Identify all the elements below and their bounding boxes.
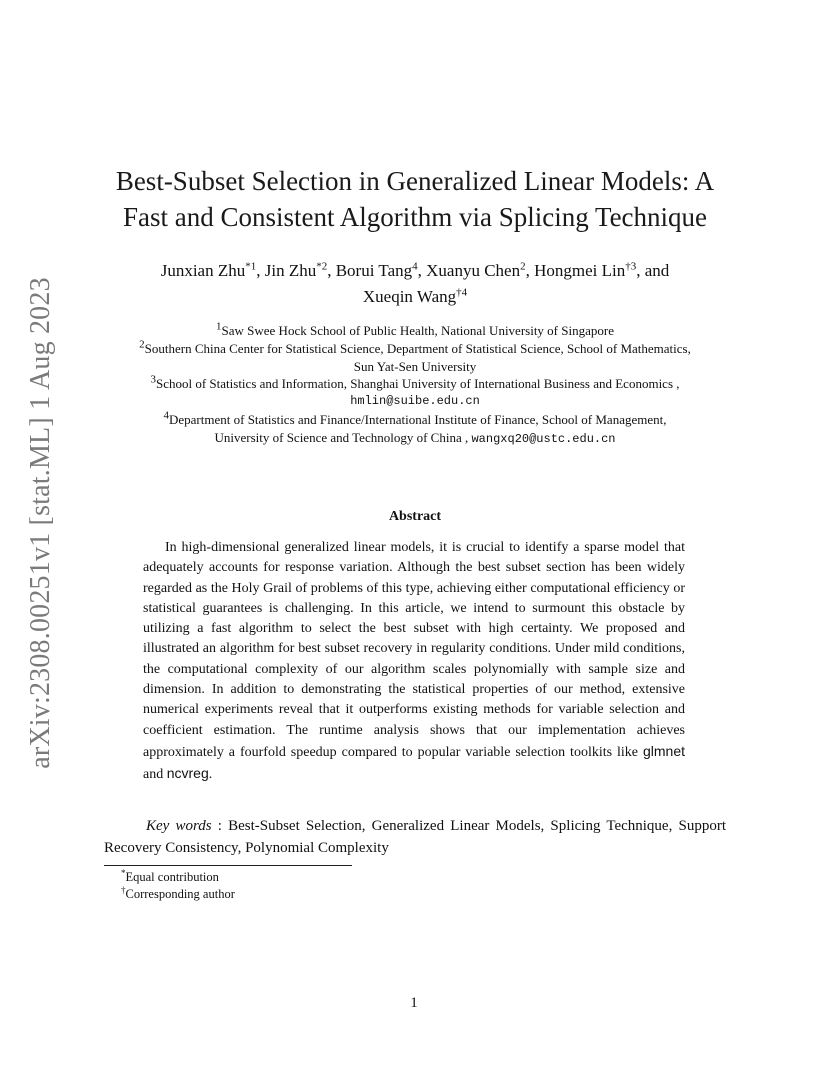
- affiliation-number: 2: [139, 338, 145, 351]
- author-separator: ,: [417, 261, 427, 280]
- author-affiliation-mark: †3: [625, 260, 637, 273]
- author-separator: ,: [256, 261, 265, 280]
- affiliation-text: School of Statistics and Information, Shanghai University of International Business and Economics ,: [155, 376, 680, 392]
- author-affiliation-mark: *1: [245, 260, 257, 273]
- arxiv-identifier-text: arXiv:2308.00251v1 [stat.ML] 1 Aug 2023: [25, 277, 57, 769]
- author-name: Borui Tang: [335, 261, 413, 280]
- author-name: Jin Zhu: [264, 261, 317, 280]
- page-number: 1: [410, 995, 418, 1011]
- footnote-corresponding-author: [121, 886, 235, 903]
- affiliation-number: 4: [163, 409, 169, 422]
- author-separator: ,: [327, 261, 336, 280]
- abstract-tool-name: ncvreg: [166, 765, 209, 782]
- author-affiliation-mark: *2: [316, 260, 328, 273]
- author-name: Xueqin Wang: [362, 287, 457, 306]
- footnote-mark: *: [121, 867, 126, 878]
- author-affiliation-mark: 4: [412, 260, 418, 273]
- footnotes: [121, 869, 235, 903]
- abstract-period: .: [208, 767, 213, 783]
- keywords-label: Key words: [146, 818, 212, 834]
- affiliation-1: [95, 322, 735, 340]
- title-line-1: Best-Subset Selection in Generalized Linear Models: A: [115, 166, 715, 196]
- affiliation-text: University of Science and Technology of China ,: [214, 429, 472, 445]
- footnote-equal-contribution: [121, 869, 235, 886]
- author-separator: ,: [525, 261, 535, 280]
- affiliation-2-continued: Sun Yat-Sen University: [353, 358, 477, 374]
- abstract-connector: and: [143, 767, 167, 783]
- keywords: [104, 816, 726, 859]
- footnote-text: Equal contribution: [125, 870, 219, 884]
- affiliation-2: [95, 340, 735, 358]
- affiliation-text: Saw Swee Hock School of Public Health, National University of Singapore: [221, 323, 614, 338]
- author-name: Junxian Zhu: [160, 261, 246, 280]
- affiliation-4-continued: [95, 429, 735, 449]
- affiliation-number: 3: [150, 374, 156, 387]
- abstract-body: [143, 538, 685, 786]
- title-line-2: Fast and Consistent Algorithm via Splicing Technique: [122, 202, 708, 232]
- affiliation-number: 1: [216, 320, 222, 333]
- author-affiliation-mark: 2: [520, 260, 526, 273]
- author-list: [90, 258, 740, 310]
- affiliation-4-email[interactable]: wangxq20@ustc.edu.cn: [471, 431, 616, 446]
- author-affiliation-mark: †4: [456, 286, 468, 299]
- keywords-text: : Best-Subset Selection, Generalized Linear Models, Splicing Technique, Support Recovery Consistency, Polynomial Complexity: [104, 818, 726, 856]
- arxiv-identifier-stamp: [18, 277, 64, 769]
- author-name: Xuanyu Chen: [426, 261, 521, 280]
- affiliation-3: [95, 375, 735, 393]
- footnote-mark: †: [121, 884, 126, 895]
- abstract-tool-name: glmnet: [642, 742, 685, 759]
- footnote-text: Corresponding author: [125, 887, 235, 901]
- author-conjunction: , and: [636, 261, 670, 280]
- affiliation-4: [95, 411, 735, 429]
- affiliation-text: Department of Statistics and Finance/International Institute of Finance, School of Management,: [169, 411, 667, 427]
- affiliations: [95, 322, 735, 449]
- abstract-text: In high-dimensional generalized linear models, it is crucial to identify a sparse model that adequately accounts for response variation. Although the best subset section has been widely regarded as the Holy Grail of problems of this type, achieving either computational efficiency or statistical guarantees is challenging. In this article, we intend to surmount this obstacle by utilizing a fast algorithm to select the best subset with high certainty. We proposed and illustrated an algorithm for best subset recovery in regularity conditions. Under mild conditions, the computational complexity of our algorithm scales polynomially with sample size and dimension. In addition to demonstrating the statistical properties of our method, extensive numerical experiments reveal that it outperforms existing methods for variable selection and coefficient estimation. The runtime analysis shows that our implementation achieves approximately a fourfold speedup compared to popular variable selection toolkits like: [143, 540, 685, 760]
- author-name: Hongmei Lin: [534, 261, 626, 280]
- abstract-heading: Abstract: [388, 509, 442, 524]
- paper-title: [90, 163, 740, 235]
- affiliation-text: Southern China Center for Statistical Science, Department of Statistical Science, School of Mathematics,: [144, 340, 691, 356]
- affiliation-3-email[interactable]: hmlin@suibe.edu.cn: [350, 394, 480, 409]
- footnote-divider: [104, 865, 352, 866]
